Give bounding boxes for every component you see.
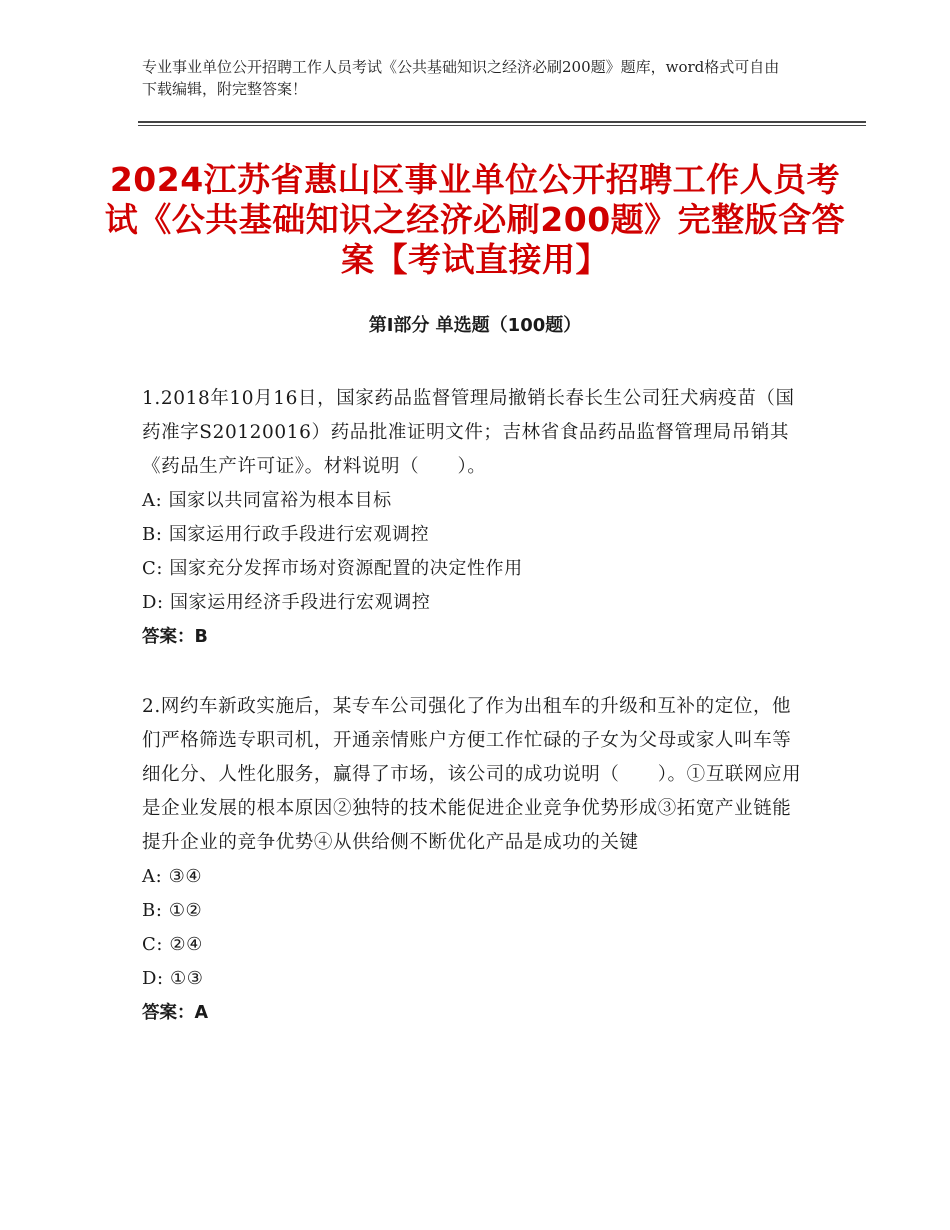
answer: 答案：A <box>142 1003 209 1023</box>
question-2 <box>142 690 810 1030</box>
header-note: 专业事业单位公开招聘工作人员考试《公共基础知识之经济必刷200题》题库，word格式可自由下载编辑，附完整答案！ <box>142 58 780 98</box>
option-a: A: 国家以共同富裕为根本目标 <box>142 490 392 511</box>
option-d: D: ①③ <box>142 968 204 989</box>
option-d: D: 国家运用经济手段进行宏观调控 <box>142 592 431 613</box>
header-rule-thin <box>138 125 866 126</box>
answer: 答案：B <box>142 627 208 647</box>
question-1 <box>142 382 810 654</box>
header-rule <box>138 121 866 123</box>
option-c: C: ②④ <box>142 934 203 955</box>
section-title: 第Ⅰ部分 单选题（100题） <box>368 315 582 336</box>
question-stem: 1.2018年10月16日，国家药品监督管理局撤销长春长生公司狂犬病疫苗（国药准字S20120016）药品批准证明文件；吉林省食品药品监督管理局吊销其《药品生产许可证》。材料说明（ ）。 <box>142 388 795 477</box>
option-b: B: ①② <box>142 900 203 921</box>
question-stem: 2.网约车新政实施后，某专车公司强化了作为出租车的升级和互补的定位，他们严格筛选专职司机，开通亲情账户方便工作忙碌的子女为父母或家人叫车等细化分、人性化服务，赢得了市场，该公司的成功说明（ ）。①互联网应用是企业发展的根本原因②独特的技术能促进企业竞争优势形成③拓宽产业链能提升企业的竞争优势④从供给侧不断优化产品是成功的关键 <box>142 696 802 853</box>
option-a: A: ③④ <box>142 866 203 887</box>
option-c: C: 国家充分发挥市场对资源配置的决定性作用 <box>142 558 523 579</box>
option-b: B: 国家运用行政手段进行宏观调控 <box>142 524 430 545</box>
document-title: 2024江苏省惠山区事业单位公开招聘工作人员考试《公共基础知识之经济必刷200题》完整版含答案【考试直接用】 <box>104 160 846 279</box>
